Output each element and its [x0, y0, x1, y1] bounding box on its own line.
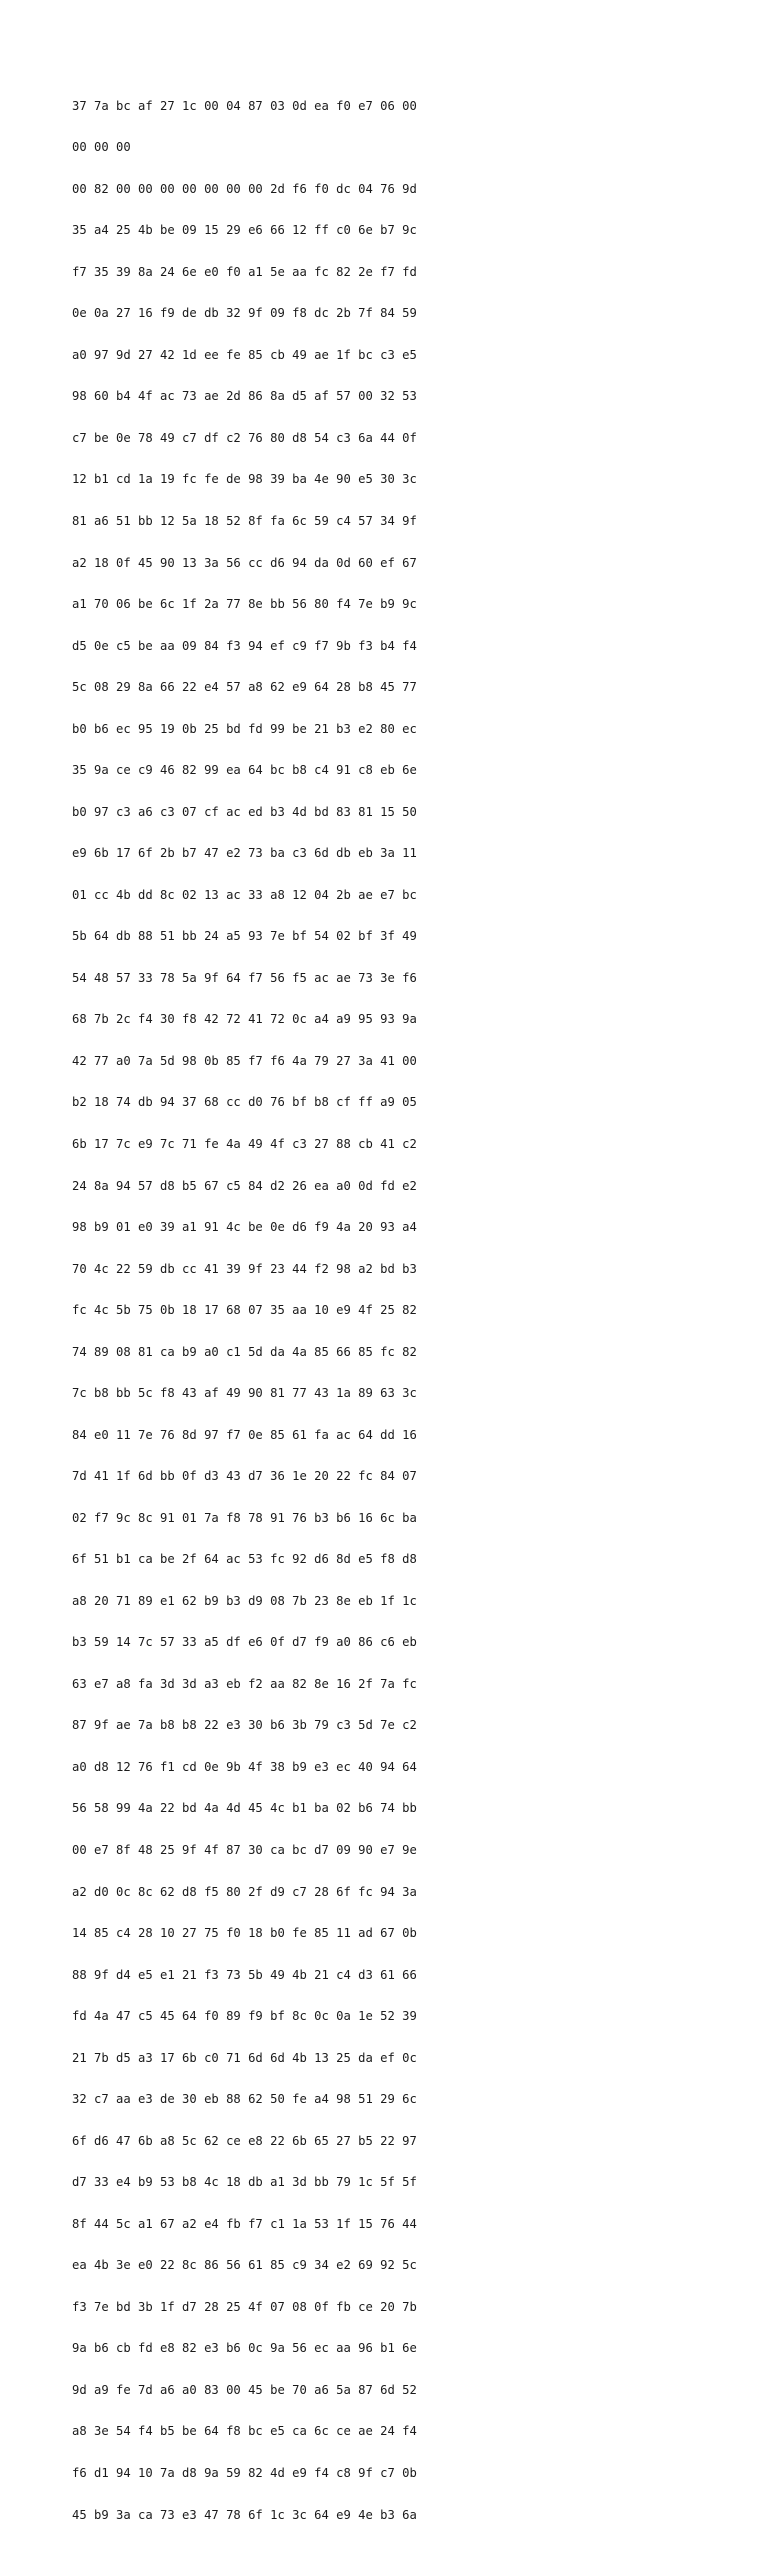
hex-line: 6f 51 b1 ca be 2f 64 ac 53 fc 92 d6 8d e5 f8 d8	[72, 1552, 417, 1567]
hex-line: a8 20 71 89 e1 62 b9 b3 d9 08 7b 23 8e eb 1f 1c	[72, 1593, 417, 1608]
hex-line: 63 e7 a8 fa 3d 3d a3 eb f2 aa 82 8e 16 2f 7a fc	[72, 1676, 417, 1691]
hex-line: 02 f7 9c 8c 91 01 7a f8 78 91 76 b3 b6 16 6c ba	[72, 1510, 417, 1525]
hex-line: 56 58 99 4a 22 bd 4a 4d 45 4c b1 ba 02 b6 74 bb	[72, 1801, 417, 1816]
hex-line: 98 b9 01 e0 39 a1 91 4c be 0e d6 f9 4a 20 93 a4	[72, 1220, 417, 1235]
hex-line: 00 00 00	[72, 140, 131, 155]
hex-line: 35 9a ce c9 46 82 99 ea 64 bc b8 c4 91 c8 eb 6e	[72, 763, 417, 778]
hex-dump-text	[72, 72, 417, 2550]
hex-line: e9 6b 17 6f 2b b7 47 e2 73 ba c3 6d db eb 3a 11	[72, 846, 417, 861]
hex-line: 00 82 00 00 00 00 00 00 00 2d f6 f0 dc 04 76 9d	[72, 181, 417, 196]
hex-line: 88 9f d4 e5 e1 21 f3 73 5b 49 4b 21 c4 d3 61 66	[72, 1967, 417, 1982]
hex-line: 45 b9 3a ca 73 e3 47 78 6f 1c 3c 64 e9 4e b3 6a	[72, 2507, 417, 2522]
hex-line: 14 85 c4 28 10 27 75 f0 18 b0 fe 85 11 ad 67 0b	[72, 1926, 417, 1941]
hex-line: 74 89 08 81 ca b9 a0 c1 5d da 4a 85 66 85 fc 82	[72, 1344, 417, 1359]
hex-line: b2 18 74 db 94 37 68 cc d0 76 bf b8 cf ff a9 05	[72, 1095, 417, 1110]
hex-line: 01 cc 4b dd 8c 02 13 ac 33 a8 12 04 2b ae e7 bc	[72, 887, 417, 902]
hex-line: ea 4b 3e e0 22 8c 86 56 61 85 c9 34 e2 69 92 5c	[72, 2258, 417, 2273]
hex-line: 24 8a 94 57 d8 b5 67 c5 84 d2 26 ea a0 0d fd e2	[72, 1178, 417, 1193]
hex-line: 81 a6 51 bb 12 5a 18 52 8f fa 6c 59 c4 57 34 9f	[72, 514, 417, 528]
hex-line: a1 70 06 be 6c 1f 2a 77 8e bb 56 80 f4 7e b9 9c	[72, 597, 417, 612]
hex-line: d5 0e c5 be aa 09 84 f3 94 ef c9 f7 9b f3 b4 f4	[72, 638, 417, 653]
hex-line: a8 3e 54 f4 b5 be 64 f8 bc e5 ca 6c ce ae 24 f4	[72, 2424, 417, 2439]
hex-line: 68 7b 2c f4 30 f8 42 72 41 72 0c a4 a9 95 93 9a	[72, 1012, 417, 1027]
hex-line: b0 97 c3 a6 c3 07 cf ac ed b3 4d bd 83 81 15 50	[72, 804, 417, 819]
hex-line: 84 e0 11 7e 76 8d 97 f7 0e 85 61 fa ac 64 dd 16	[72, 1427, 417, 1442]
hex-line: a0 d8 12 76 f1 cd 0e 9b 4f 38 b9 e3 ec 40 94 64	[72, 1759, 417, 1774]
hex-line: 0e 0a 27 16 f9 de db 32 9f 09 f8 dc 2b 7f 84 59	[72, 306, 417, 321]
hex-line: 37 7a bc af 27 1c 00 04 87 03 0d ea f0 e7 06 00	[72, 98, 417, 113]
hex-line: fc 4c 5b 75 0b 18 17 68 07 35 aa 10 e9 4f 25 82	[72, 1303, 417, 1318]
hex-line: 9a b6 cb fd e8 82 e3 b6 0c 9a 56 ec aa 96 b1 6e	[72, 2341, 417, 2356]
hex-line: 9d a9 fe 7d a6 a0 83 00 45 be 70 a6 5a 87 6d 52	[72, 2382, 417, 2397]
hex-line: 54 48 57 33 78 5a 9f 64 f7 56 f5 ac ae 73 3e f6	[72, 970, 417, 985]
hex-line: 21 7b d5 a3 17 6b c0 71 6d 6d 4b 13 25 da ef 0c	[72, 2050, 417, 2065]
hex-line: 00 e7 8f 48 25 9f 4f 87 30 ca bc d7 09 90 e7 9e	[72, 1843, 417, 1857]
hex-line: 87 9f ae 7a b8 b8 22 e3 30 b6 3b 79 c3 5d 7e c2	[72, 1718, 417, 1733]
hex-line: b0 b6 ec 95 19 0b 25 bd fd 99 be 21 b3 e2 80 ec	[72, 721, 417, 736]
hex-line: 70 4c 22 59 db cc 41 39 9f 23 44 f2 98 a2 bd b3	[72, 1261, 417, 1276]
hex-line: c7 be 0e 78 49 c7 df c2 76 80 d8 54 c3 6a 44 0f	[72, 430, 417, 445]
hex-line: 5b 64 db 88 51 bb 24 a5 93 7e bf 54 02 bf 3f 49	[72, 929, 417, 944]
hex-line: a2 18 0f 45 90 13 3a 56 cc d6 94 da 0d 60 ef 67	[72, 555, 417, 570]
hex-line: 8f 44 5c a1 67 a2 e4 fb f7 c1 1a 53 1f 15 76 44	[72, 2216, 417, 2231]
hex-line: 35 a4 25 4b be 09 15 29 e6 66 12 ff c0 6e b7 9c	[72, 223, 417, 238]
hex-line: f3 7e bd 3b 1f d7 28 25 4f 07 08 0f fb ce 20 7b	[72, 2299, 417, 2314]
hex-line: d7 33 e4 b9 53 b8 4c 18 db a1 3d bb 79 1c 5f 5f	[72, 2175, 417, 2190]
hex-line: 7c b8 bb 5c f8 43 af 49 90 81 77 43 1a 89 63 3c	[72, 1386, 417, 1401]
hex-line: a2 d0 0c 8c 62 d8 f5 80 2f d9 c7 28 6f fc 94 3a	[72, 1884, 417, 1899]
hex-line: 6f d6 47 6b a8 5c 62 ce e8 22 6b 65 27 b5 22 97	[72, 2133, 417, 2148]
hex-line: 6b 17 7c e9 7c 71 fe 4a 49 4f c3 27 88 cb 41 c2	[72, 1136, 417, 1151]
hex-line: b3 59 14 7c 57 33 a5 df e6 0f d7 f9 a0 86 c6 eb	[72, 1635, 417, 1650]
hex-line: 32 c7 aa e3 de 30 eb 88 62 50 fe a4 98 51 29 6c	[72, 2092, 417, 2107]
hex-line: f6 d1 94 10 7a d8 9a 59 82 4d e9 f4 c8 9f c7 0b	[72, 2465, 417, 2480]
hex-line: fd 4a 47 c5 45 64 f0 89 f9 bf 8c 0c 0a 1e 52 39	[72, 2009, 417, 2024]
hex-line: a0 97 9d 27 42 1d ee fe 85 cb 49 ae 1f bc c3 e5	[72, 347, 417, 362]
hex-line: 12 b1 cd 1a 19 fc fe de 98 39 ba 4e 90 e5 30 3c	[72, 472, 417, 487]
hex-line: 5c 08 29 8a 66 22 e4 57 a8 62 e9 64 28 b8 45 77	[72, 680, 417, 695]
hex-line: 7d 41 1f 6d bb 0f d3 43 d7 36 1e 20 22 fc 84 07	[72, 1469, 417, 1484]
hex-line: 42 77 a0 7a 5d 98 0b 85 f7 f6 4a 79 27 3a 41 00	[72, 1053, 417, 1068]
hex-line: f7 35 39 8a 24 6e e0 f0 a1 5e aa fc 82 2e f7 fd	[72, 264, 417, 279]
hex-line: 98 60 b4 4f ac 73 ae 2d 86 8a d5 af 57 00 32 53	[72, 389, 417, 404]
